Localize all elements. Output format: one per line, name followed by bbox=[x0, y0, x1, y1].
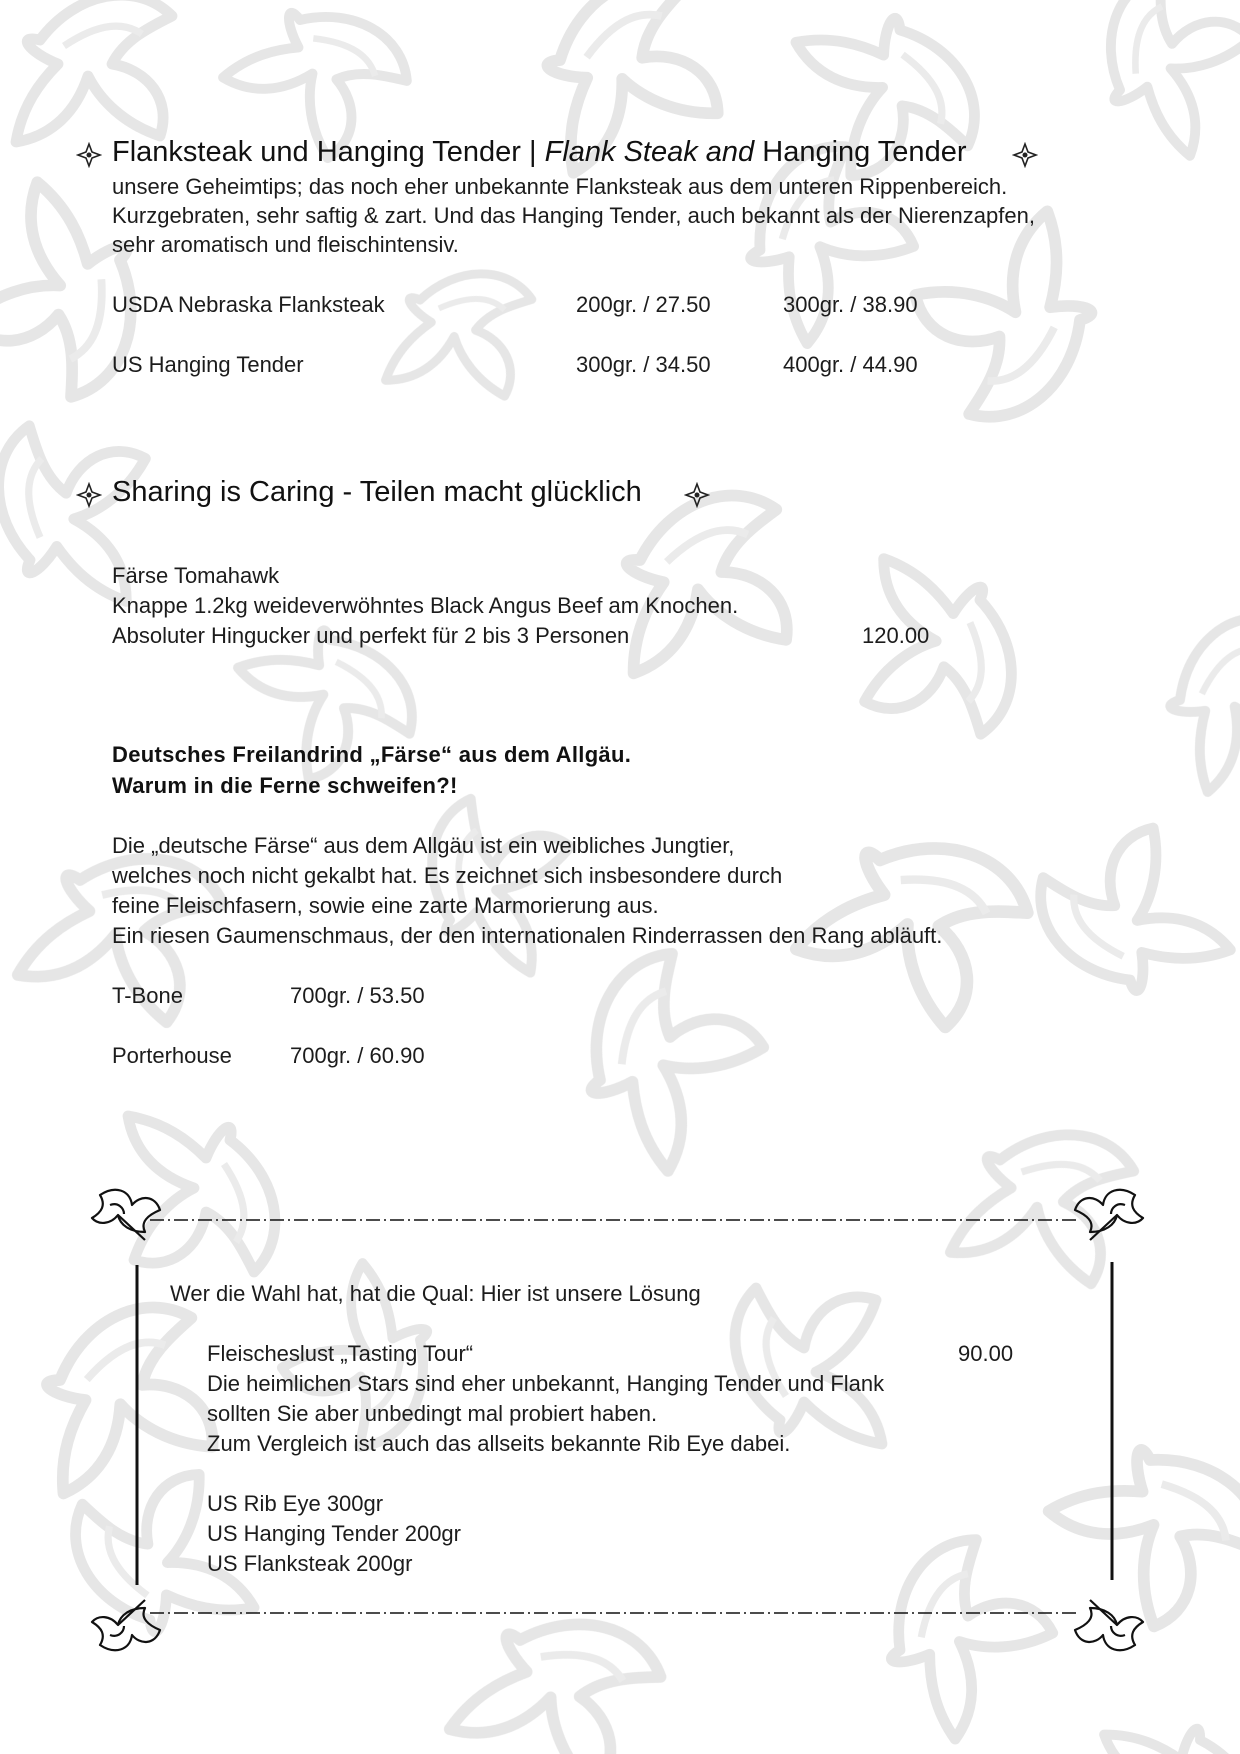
menu-item-price: 300gr. / 38.90 bbox=[783, 292, 918, 317]
tasting-description-line: sollten Sie aber unbedingt mal probiert haben. bbox=[207, 1401, 658, 1426]
tasting-component: US Hanging Tender 200gr bbox=[207, 1521, 461, 1546]
tasting-component: US Flanksteak 200gr bbox=[207, 1551, 413, 1576]
section-heading-allgaeu: Deutsches Freilandrind „Färse“ aus dem Allgäu. bbox=[112, 742, 632, 767]
tasting-description-line: Zum Vergleich ist auch das allseits bekannte Rib Eye dabei. bbox=[207, 1431, 791, 1456]
menu-item-name: Fleischeslust „Tasting Tour“ bbox=[207, 1341, 474, 1366]
tasting-intro: Wer die Wahl hat, hat die Qual: Hier ist unsere Lösung bbox=[170, 1281, 701, 1306]
section-heading-allgaeu: Warum in die Ferne schweifen?! bbox=[112, 773, 458, 798]
flank-description-line: unsere Geheimtips; das noch eher unbekannte Flanksteak aus dem unteren Rippenbereich. bbox=[112, 174, 1008, 199]
menu-item-price: 200gr. / 27.50 bbox=[576, 292, 711, 317]
allgaeu-description-line: welches noch nicht gekalbt hat. Es zeichnet sich insbesondere durch bbox=[112, 863, 783, 888]
menu-item-price: 700gr. / 53.50 bbox=[290, 983, 425, 1008]
menu-item-price: 700gr. / 60.90 bbox=[290, 1043, 425, 1068]
flank-description-line: Kurzgebraten, sehr saftig & zart. Und das Hanging Tender, auch bekannt als der Nierenzapfen, bbox=[112, 203, 1035, 228]
flank-description-line: sehr aromatisch und fleischintensiv. bbox=[112, 232, 459, 257]
menu-item-description: Knappe 1.2kg weideverwöhntes Black Angus Beef am Knochen. bbox=[112, 593, 739, 618]
menu-item-name: US Hanging Tender bbox=[112, 352, 304, 377]
menu-item-price: 300gr. / 34.50 bbox=[576, 352, 711, 377]
menu-item-name: Färse Tomahawk bbox=[112, 563, 280, 588]
menu-item-description: Absoluter Hingucker und perfekt für 2 bis 3 Personen bbox=[112, 623, 630, 648]
menu-item-name: T-Bone bbox=[112, 983, 183, 1008]
section-title-flanksteak: Flanksteak und Hanging Tender | Flank Steak and Hanging Tender bbox=[112, 136, 967, 168]
allgaeu-description-line: Die „deutsche Färse“ aus dem Allgäu ist ein weibliches Jungtier, bbox=[112, 833, 735, 858]
menu-item-price: 90.00 bbox=[958, 1341, 1014, 1366]
menu-item-name: USDA Nebraska Flanksteak bbox=[112, 292, 385, 317]
section-title-sharing: Sharing is Caring - Teilen macht glücklich bbox=[112, 476, 642, 508]
menu-item-name: Porterhouse bbox=[112, 1043, 232, 1068]
tasting-description-line: Die heimlichen Stars sind eher unbekannt, Hanging Tender und Flank bbox=[207, 1371, 885, 1396]
allgaeu-description-line: Ein riesen Gaumenschmaus, der den internationalen Rinderrassen den Rang abläuft. bbox=[112, 923, 943, 948]
menu-item-price: 120.00 bbox=[862, 623, 930, 648]
menu-item-price: 400gr. / 44.90 bbox=[783, 352, 918, 377]
allgaeu-description-line: feine Fleischfasern, sowie eine zarte Marmorierung aus. bbox=[112, 893, 659, 918]
tasting-component: US Rib Eye 300gr bbox=[207, 1491, 384, 1516]
